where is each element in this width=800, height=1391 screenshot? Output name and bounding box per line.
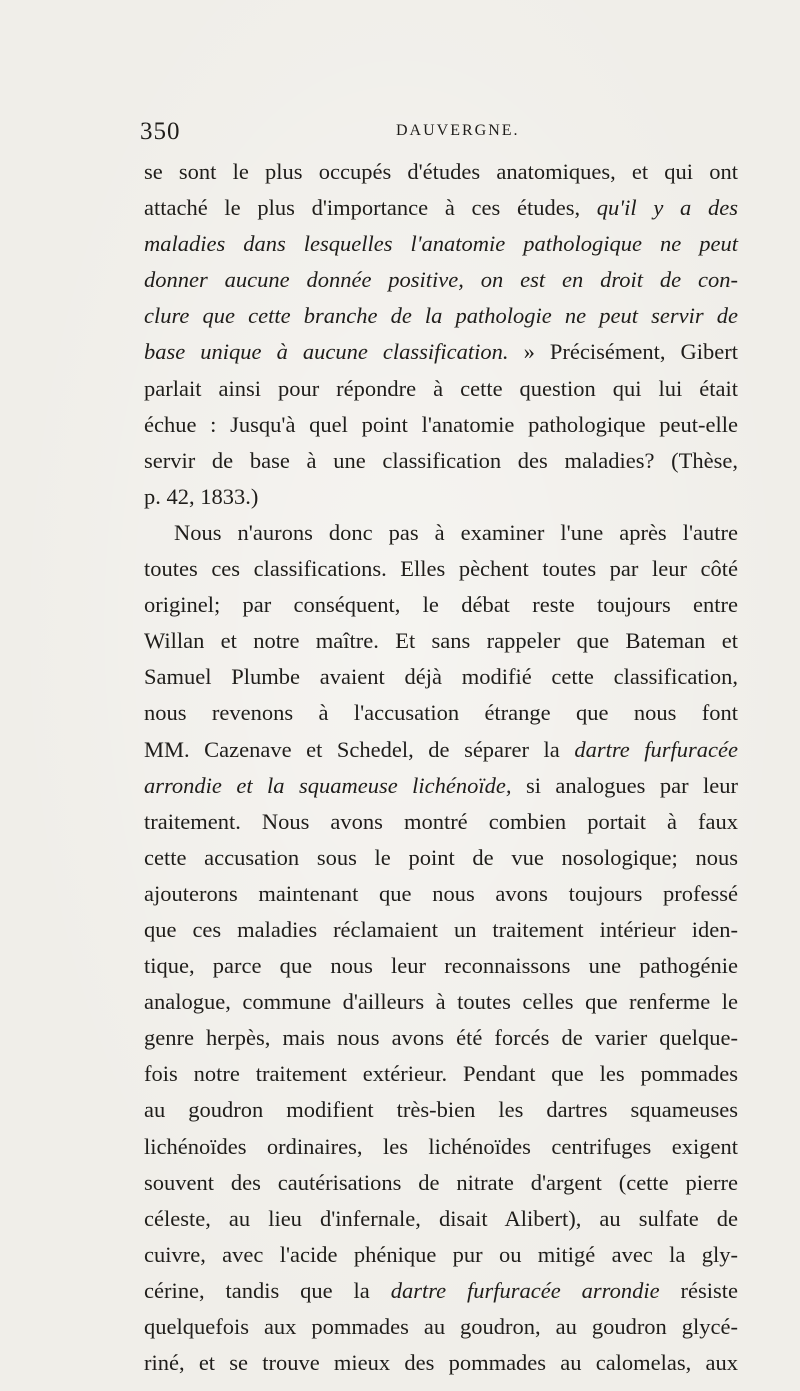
text-line	[144, 1237, 738, 1273]
text-segment: p. 42, 1833.)	[144, 483, 259, 509]
text-segment: riné, et se trouve mieux des pommades au calomelas, aux	[144, 1350, 738, 1376]
text-segment: cette accusation sous le point de vue nosologique; nous	[144, 844, 738, 870]
text-line	[144, 984, 738, 1020]
text-segment: Willan et notre maître. Et sans rappeler que Bateman et	[144, 628, 738, 654]
text-segment: échue : Jusqu'à quel point l'anatomie pathologique peut-elle	[144, 411, 738, 437]
text-line	[144, 804, 738, 840]
text-segment: au goudron modifient très-bien les dartres squameuses	[144, 1097, 738, 1123]
text-segment: lichénoïdes ordinaires, les lichénoïdes centrifuges exigent	[144, 1133, 738, 1159]
text-line	[144, 1056, 738, 1092]
text-segment: » Précisément, Gibert	[508, 339, 738, 365]
italic-text: arrondie et la squameuse lichénoïde,	[144, 772, 512, 798]
text-line	[144, 407, 738, 443]
text-line	[144, 1273, 738, 1309]
text-segment: se sont le plus occupés d'études anatomiques, et qui ont	[144, 159, 738, 184]
text-segment: ajouterons maintenant que nous avons toujours professé	[144, 880, 738, 906]
text-line	[144, 768, 738, 804]
text-segment: cuivre, avec l'acide phénique pur ou mitigé avec la gly-	[144, 1241, 738, 1267]
italic-text: qu'il y a des	[596, 195, 738, 221]
text-segment: tique, parce que nous leur reconnaissons une pathogénie	[144, 953, 738, 979]
text-segment: si analogues par leur	[511, 772, 738, 798]
text-line	[144, 298, 738, 334]
text-segment: originel; par conséquent, le débat reste toujours entre	[144, 592, 738, 618]
text-line	[144, 226, 738, 262]
text-line	[144, 551, 738, 587]
text-line	[144, 1129, 738, 1165]
text-line	[144, 371, 738, 407]
text-segment: quelquefois aux pommades au goudron, au goudron glycé-	[144, 1314, 738, 1339]
text-line	[144, 732, 738, 768]
text-line	[144, 840, 738, 876]
page-number: 350	[140, 118, 181, 145]
text-segment: souvent des cautérisations de nitrate d'argent (cette pierre	[144, 1169, 738, 1195]
italic-text: donner aucune donnée positive, on est en droit de con-	[144, 267, 738, 293]
page-header	[140, 118, 740, 148]
text-segment: Samuel Plumbe avaient déjà modifié cette classification,	[144, 664, 738, 690]
text-line	[144, 443, 738, 479]
text-line	[144, 695, 738, 731]
text-segment: nous revenons à l'accusation étrange que nous font	[144, 700, 738, 726]
text-segment: attaché le plus d'importance à ces études,	[144, 195, 597, 221]
text-line	[144, 1201, 738, 1237]
text-line	[144, 334, 738, 370]
text-line	[144, 1345, 738, 1381]
text-segment: servir de base à une classification des maladies? (Thèse,	[144, 447, 738, 473]
text-segment: traitement. Nous avons montré combien portait à faux	[144, 808, 738, 834]
text-segment: que ces maladies réclamaient un traitement intérieur iden-	[144, 916, 738, 942]
text-line	[144, 262, 738, 298]
text-segment: céleste, au lieu d'infernale, disait Alibert), au sulfate de	[144, 1205, 738, 1231]
text-segment: résiste	[659, 1277, 738, 1303]
text-line	[144, 1020, 738, 1056]
text-segment: analogue, commune d'ailleurs à toutes celles que renferme le	[144, 989, 738, 1015]
text-line	[144, 1309, 738, 1345]
text-segment: fois notre traitement extérieur. Pendant que les pommades	[144, 1061, 738, 1087]
italic-text: base unique à aucune classification.	[144, 339, 509, 365]
text-line	[144, 587, 738, 623]
text-segment: parlait ainsi pour répondre à cette question qui lui était	[144, 375, 738, 401]
text-line	[144, 515, 738, 551]
text-segment: toutes ces classifications. Elles pèchent toutes par leur côté	[144, 556, 738, 582]
text-line	[144, 912, 738, 948]
italic-text: maladies dans lesquelles l'anatomie pathologique ne peut	[144, 231, 738, 257]
text-line	[144, 623, 738, 659]
text-segment: cérine, tandis que la	[144, 1277, 391, 1303]
body-text	[144, 154, 738, 1381]
text-line	[144, 154, 738, 190]
italic-text: clure que cette branche de la pathologie ne peut servir de	[144, 303, 738, 329]
text-segment: MM. Cazenave et Schedel, de séparer la	[144, 736, 575, 762]
italic-text: dartre furfuracée arrondie	[390, 1277, 660, 1303]
text-line	[144, 1092, 738, 1128]
text-segment: genre herpès, mais nous avons été forcés de varier quelque-	[144, 1025, 738, 1051]
italic-text: dartre furfuracée	[574, 736, 739, 762]
running-head: DAUVERGNE.	[396, 122, 520, 139]
text-line	[144, 948, 738, 984]
text-line	[144, 1165, 738, 1201]
text-line	[144, 876, 738, 912]
text-line	[144, 659, 738, 695]
text-line	[144, 190, 738, 226]
text-segment: Nous n'aurons donc pas à examiner l'une après l'autre	[174, 519, 738, 545]
text-line	[144, 479, 738, 515]
